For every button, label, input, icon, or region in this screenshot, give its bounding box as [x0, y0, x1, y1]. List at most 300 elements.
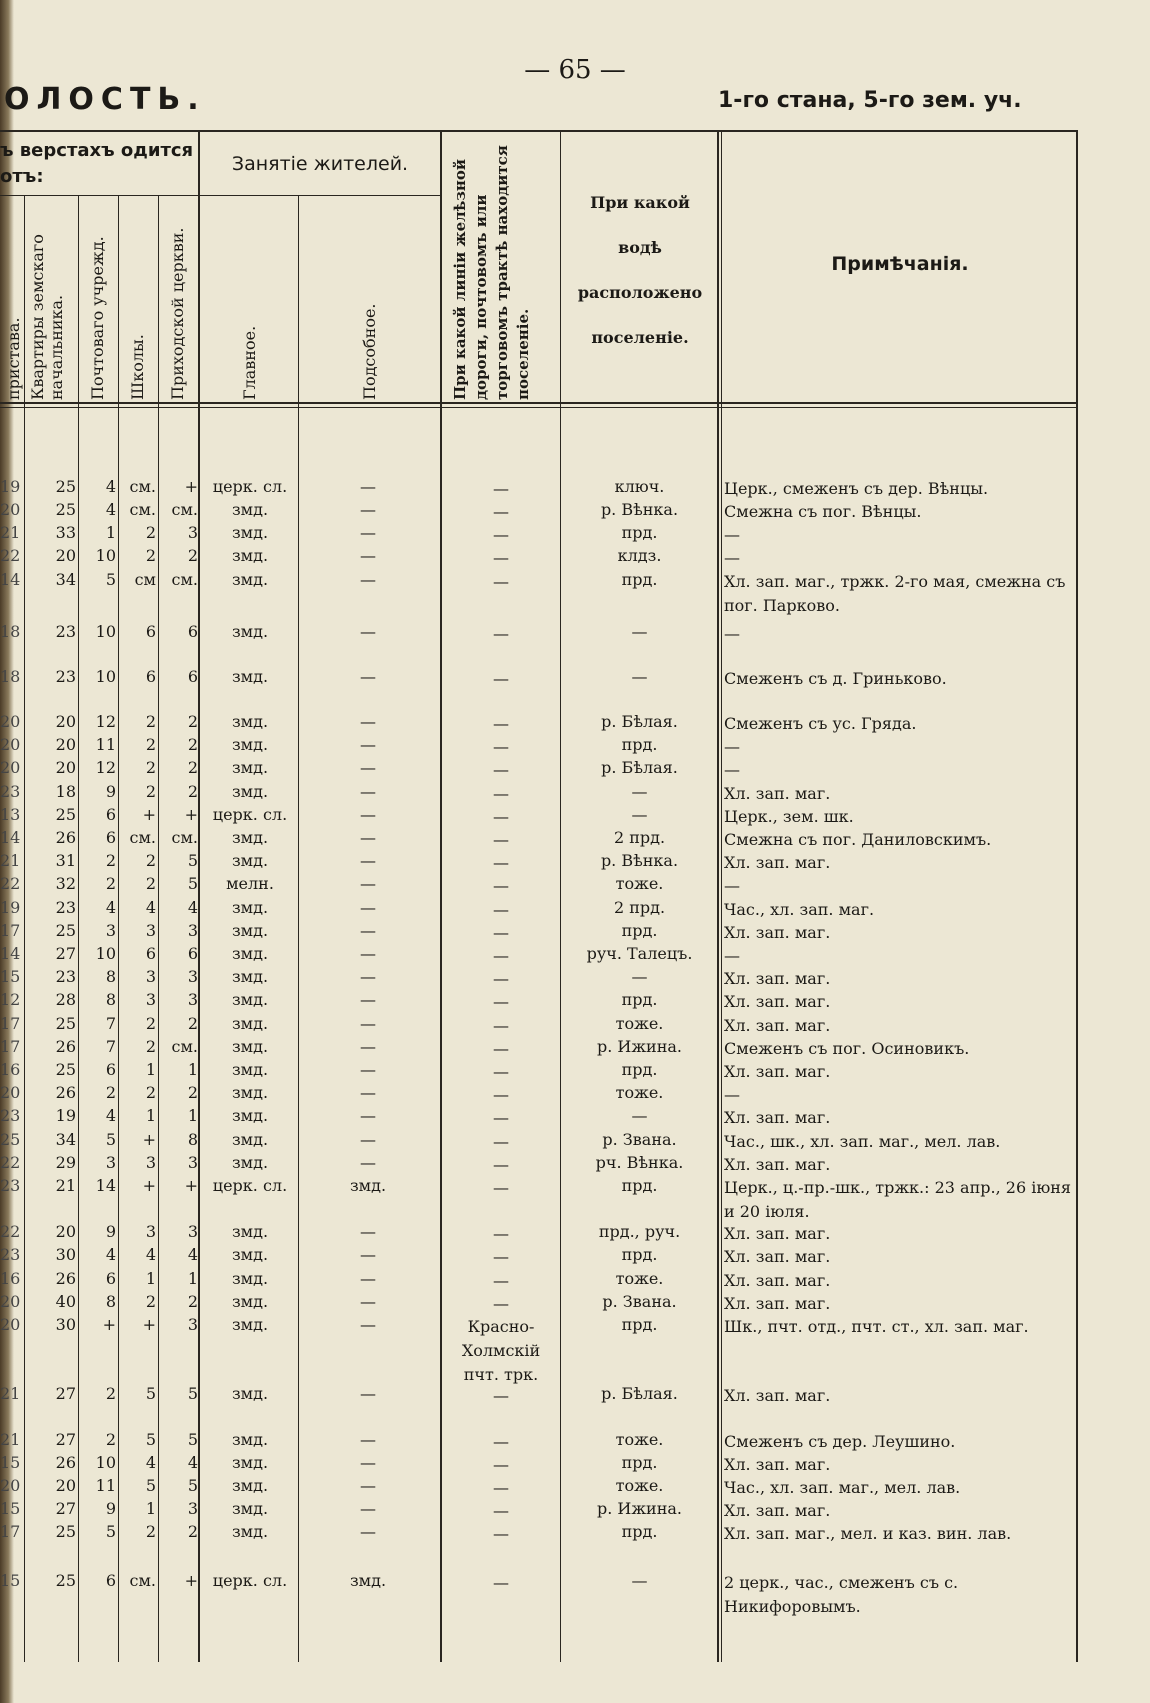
route-cell: — — [493, 830, 509, 849]
route-cell: — — [493, 502, 509, 521]
post-cell: 7 — [105, 1037, 116, 1056]
pristav-cell: 16 — [0, 1060, 21, 1079]
col-rule — [440, 130, 442, 1662]
water-cell: тоже. — [615, 1476, 664, 1495]
water-cell: р. Звана. — [602, 1292, 677, 1311]
main-occupation-cell: змд. — [231, 1476, 269, 1495]
col-rule — [158, 195, 159, 1662]
route-cell: — — [493, 876, 509, 895]
church-cell: 3 — [187, 1315, 198, 1334]
route-cell: — — [493, 548, 509, 567]
pristav-cell: 20 — [0, 1476, 21, 1495]
zemsky-cell: 34 — [55, 1130, 76, 1149]
church-cell: + — [184, 1176, 198, 1195]
school-cell: 4 — [145, 898, 156, 917]
pristav-cell: 17 — [0, 1014, 21, 1033]
post-cell: 3 — [105, 921, 116, 940]
zemsky-cell: 25 — [55, 500, 76, 519]
post-cell: 4 — [105, 1106, 116, 1125]
notes-cell: 2 церк., час., смеженъ съ с. Никифоровымъ. — [724, 1573, 959, 1616]
post-cell: 5 — [105, 570, 116, 589]
route-cell: — — [493, 572, 509, 591]
water-cell: прд. — [621, 1060, 658, 1079]
route-cell: — — [493, 807, 509, 826]
secondary-occupation-cell: — — [360, 1476, 376, 1495]
zemsky-cell: 25 — [55, 1571, 76, 1590]
col-rule — [1076, 130, 1078, 1662]
water-cell: тоже. — [615, 1269, 664, 1288]
notes-cell: Смежна съ пог. Вѣнцы. — [724, 502, 922, 521]
water-cell: прд. — [621, 735, 658, 754]
post-cell: 14 — [95, 1176, 116, 1195]
zemsky-cell: 25 — [55, 805, 76, 824]
zemsky-cell: 18 — [55, 782, 76, 801]
main-occupation-cell: змд. — [231, 828, 269, 847]
main-occupation-cell: змд. — [231, 1222, 269, 1241]
stan-heading: 1-го стана, 5-го зем. уч. — [718, 88, 1022, 113]
notes-cell: Хл. зап. маг. — [724, 1224, 831, 1243]
route-cell: — — [493, 1455, 509, 1474]
secondary-occupation-cell: — — [360, 1499, 376, 1518]
post-cell: 1 — [105, 523, 116, 542]
water-cell: прд. — [621, 570, 658, 589]
notes-cell: Хл. зап. маг. — [724, 784, 831, 803]
school-cell: 3 — [145, 967, 156, 986]
main-occupation-cell: змд. — [231, 523, 269, 542]
post-cell: 8 — [105, 990, 116, 1009]
zemsky-cell: 26 — [55, 1037, 76, 1056]
col-header-church: Приходской церкви. — [168, 227, 187, 400]
col-header-main: Главное. — [240, 325, 259, 400]
main-occupation-cell: змд. — [231, 500, 269, 519]
zemsky-cell: 25 — [55, 1014, 76, 1033]
main-occupation-cell: змд. — [231, 944, 269, 963]
water-cell: руч. Талецъ. — [586, 944, 693, 963]
route-cell: — — [493, 1039, 509, 1058]
post-cell: 10 — [95, 944, 116, 963]
post-cell: 10 — [95, 1453, 116, 1472]
school-cell: + — [142, 1130, 156, 1149]
secondary-occupation-cell: — — [360, 477, 376, 496]
main-occupation-cell: змд. — [231, 1245, 269, 1264]
water-cell: — — [631, 622, 648, 641]
water-cell: р. Бѣлая. — [601, 712, 678, 731]
water-cell: р. Вѣнка. — [600, 500, 679, 519]
zemsky-cell: 19 — [55, 1106, 76, 1125]
pristav-cell: 15 — [0, 1571, 21, 1590]
main-occupation-cell: змд. — [231, 990, 269, 1009]
post-cell: 6 — [105, 805, 116, 824]
secondary-occupation-cell: — — [360, 1315, 376, 1334]
secondary-occupation-cell: — — [360, 874, 376, 893]
pristav-cell: 22 — [0, 1222, 21, 1241]
secondary-occupation-cell: — — [360, 735, 376, 754]
main-occupation-cell: мелн. — [226, 874, 274, 893]
route-cell: — — [493, 1085, 509, 1104]
zemsky-cell: 30 — [55, 1245, 76, 1264]
notes-cell: Хл. зап. маг. — [724, 1155, 831, 1174]
secondary-occupation-cell: — — [360, 500, 376, 519]
route-cell: — — [493, 900, 509, 919]
school-cell: 2 — [145, 874, 156, 893]
secondary-occupation-cell: — — [360, 1130, 376, 1149]
col-rule — [198, 130, 200, 1662]
main-occupation-cell: змд. — [231, 1292, 269, 1311]
main-occupation-cell: змд. — [231, 921, 269, 940]
pristav-cell: 20 — [0, 1315, 21, 1334]
pristav-cell: 17 — [0, 1037, 21, 1056]
main-occupation-cell: змд. — [231, 712, 269, 731]
pristav-cell: 23 — [0, 1176, 21, 1195]
school-cell: 1 — [145, 1269, 156, 1288]
notes-cell: — — [724, 624, 740, 643]
pristav-cell: 22 — [0, 874, 21, 893]
post-cell: 10 — [95, 667, 116, 686]
occupation-group-header: Занятіе жителей. — [231, 153, 409, 175]
main-occupation-cell: змд. — [231, 1269, 269, 1288]
notes-cell: — — [724, 1085, 740, 1104]
church-cell: 5 — [187, 1384, 198, 1403]
school-cell: 3 — [145, 921, 156, 940]
route-cell: — — [493, 479, 509, 498]
notes-cell: Хл. зап. маг. — [724, 1016, 831, 1035]
pristav-cell: 19 — [0, 898, 21, 917]
pristav-cell: 20 — [0, 500, 21, 519]
church-cell: см. — [171, 1037, 198, 1056]
main-occupation-cell: змд. — [231, 570, 269, 589]
school-cell: 2 — [145, 1292, 156, 1311]
water-cell: ключ. — [614, 477, 665, 496]
church-cell: 3 — [187, 990, 198, 1009]
notes-cell: Хл. зап. маг. — [724, 1108, 831, 1127]
secondary-occupation-cell: — — [360, 990, 376, 1009]
zemsky-cell: 29 — [55, 1153, 76, 1172]
secondary-occupation-cell: — — [360, 1083, 376, 1102]
notes-cell: Смеженъ съ д. Гриньково. — [724, 669, 947, 688]
water-cell: тоже. — [615, 1014, 664, 1033]
pristav-cell: 17 — [0, 921, 21, 940]
pristav-cell: 15 — [0, 1499, 21, 1518]
route-cell: — — [493, 1386, 509, 1405]
pristav-cell: 23 — [0, 782, 21, 801]
water-cell: рч. Вѣнка. — [595, 1153, 684, 1172]
school-cell: 2 — [145, 851, 156, 870]
main-occupation-cell: церк. сл. — [212, 1571, 288, 1590]
secondary-occupation-cell: — — [360, 1453, 376, 1472]
col-header-railway: При какой линіи желѣзной дороги, почтовомъ или торговомъ трактѣ находится поселеніе. — [451, 145, 532, 400]
col-rule — [78, 195, 79, 1662]
post-cell: 5 — [105, 1130, 116, 1149]
main-occupation-cell: змд. — [231, 1453, 269, 1472]
church-cell: 8 — [187, 1130, 198, 1149]
zemsky-cell: 26 — [55, 828, 76, 847]
post-cell: 6 — [105, 1571, 116, 1590]
church-cell: см. — [171, 828, 198, 847]
route-cell: — — [493, 1524, 509, 1543]
pristav-cell: 12 — [0, 990, 21, 1009]
route-cell: — — [493, 669, 509, 688]
water-cell: р. Ижина. — [596, 1037, 683, 1056]
route-cell: — — [493, 1224, 509, 1243]
church-cell: 3 — [187, 1499, 198, 1518]
water-cell: — — [631, 1106, 648, 1125]
page-number: — 65 — — [524, 55, 626, 85]
secondary-occupation-cell: — — [360, 1522, 376, 1541]
zemsky-cell: 20 — [55, 712, 76, 731]
secondary-occupation-cell: — — [360, 851, 376, 870]
notes-cell: — — [724, 737, 740, 756]
notes-cell: Хл. зап. маг. — [724, 1501, 831, 1520]
zemsky-cell: 26 — [55, 1269, 76, 1288]
secondary-occupation-cell: — — [360, 944, 376, 963]
zemsky-cell: 23 — [55, 667, 76, 686]
secondary-occupation-cell: змд. — [349, 1176, 387, 1195]
church-cell: 3 — [187, 921, 198, 940]
pristav-cell: 20 — [0, 712, 21, 731]
secondary-occupation-cell: змд. — [349, 1571, 387, 1590]
notes-cell: Церк., зем. шк. — [724, 807, 854, 826]
church-cell: 6 — [187, 667, 198, 686]
water-cell: — — [631, 667, 648, 686]
pristav-cell: 21 — [0, 1384, 21, 1403]
secondary-occupation-cell: — — [360, 1292, 376, 1311]
church-cell: 5 — [187, 1476, 198, 1495]
notes-cell: Хл. зап. маг., мел. и каз. вин. лав. — [724, 1524, 1012, 1543]
notes-cell: Церк., ц.-пр.-шк., тржк.: 23 апр., 26 іюня и 20 іюля. — [724, 1178, 1072, 1221]
church-cell: 6 — [187, 622, 198, 641]
school-cell: 2 — [145, 1014, 156, 1033]
church-cell: 1 — [187, 1060, 198, 1079]
church-cell: 4 — [187, 1453, 198, 1472]
occupation-group-rule — [200, 195, 440, 196]
pristav-cell: 23 — [0, 1106, 21, 1125]
col-rule — [118, 195, 119, 1662]
church-cell: 1 — [187, 1269, 198, 1288]
notes-cell: — — [724, 946, 740, 965]
secondary-occupation-cell: — — [360, 1222, 376, 1241]
pristav-cell: 18 — [0, 622, 21, 641]
notes-cell: — — [724, 760, 740, 779]
school-cell: 3 — [145, 990, 156, 1009]
col-rule — [560, 130, 561, 1662]
post-cell: 8 — [105, 1292, 116, 1311]
zemsky-cell: 25 — [55, 1060, 76, 1079]
distance-group-header: ъ верстахъ одится отъ: — [0, 140, 194, 187]
pristav-cell: 20 — [0, 735, 21, 754]
notes-cell: Хл. зап. маг. — [724, 853, 831, 872]
col-rule — [298, 195, 299, 1662]
zemsky-cell: 20 — [55, 1222, 76, 1241]
secondary-occupation-cell: — — [360, 1037, 376, 1056]
post-cell: 10 — [95, 546, 116, 565]
notes-cell: — — [724, 876, 740, 895]
col-rule — [717, 130, 719, 1662]
water-cell: прд. — [621, 1315, 658, 1334]
col-rule — [721, 130, 722, 1662]
zemsky-cell: 26 — [55, 1083, 76, 1102]
school-cell: см. — [129, 828, 156, 847]
church-cell: см. — [171, 500, 198, 519]
zemsky-cell: 27 — [55, 1430, 76, 1449]
secondary-occupation-cell: — — [360, 782, 376, 801]
post-cell: 4 — [105, 898, 116, 917]
post-cell: 2 — [105, 1430, 116, 1449]
pristav-cell: 23 — [0, 1245, 21, 1264]
table-top-rule — [0, 130, 1078, 132]
school-cell: + — [142, 1315, 156, 1334]
route-cell: Красно-Холмскій пчт. трк. — [461, 1317, 541, 1384]
school-cell: 2 — [145, 1083, 156, 1102]
main-occupation-cell: змд. — [231, 898, 269, 917]
zemsky-cell: 27 — [55, 1499, 76, 1518]
notes-cell: Хл. зап. маг. — [724, 969, 831, 988]
school-cell: см. — [129, 500, 156, 519]
post-cell: 11 — [95, 735, 116, 754]
church-cell: 2 — [187, 1292, 198, 1311]
school-cell: 2 — [145, 1522, 156, 1541]
secondary-occupation-cell: — — [360, 1060, 376, 1079]
school-cell: 2 — [145, 712, 156, 731]
water-cell: — — [631, 967, 648, 986]
zemsky-cell: 21 — [55, 1176, 76, 1195]
pristav-cell: 20 — [0, 1083, 21, 1102]
water-cell: р. Звана. — [602, 1130, 677, 1149]
zemsky-cell: 20 — [55, 758, 76, 777]
school-cell: 2 — [145, 735, 156, 754]
main-occupation-cell: церк. сл. — [212, 1176, 288, 1195]
route-cell: — — [493, 853, 509, 872]
notes-cell: Хл. зап. маг. — [724, 1386, 831, 1405]
notes-cell: Хл. зап. маг. — [724, 1062, 831, 1081]
pristav-cell: 15 — [0, 967, 21, 986]
pristav-cell: 22 — [0, 1153, 21, 1172]
notes-cell: Смеженъ съ пог. Осиновикъ. — [724, 1039, 970, 1058]
church-cell: 2 — [187, 735, 198, 754]
school-cell: см — [134, 570, 156, 589]
school-cell: 2 — [145, 546, 156, 565]
pristav-cell: 21 — [0, 1430, 21, 1449]
water-cell: клдз. — [617, 546, 662, 565]
route-cell: — — [493, 1132, 509, 1151]
post-cell: 9 — [105, 1499, 116, 1518]
pristav-cell: 25 — [0, 1130, 21, 1149]
zemsky-cell: 23 — [55, 898, 76, 917]
water-cell: р. Бѣлая. — [601, 1384, 678, 1403]
col-header-zemsky: Квартиры земскаго начальника. — [28, 234, 66, 400]
zemsky-cell: 33 — [55, 523, 76, 542]
church-cell: 4 — [187, 1245, 198, 1264]
route-cell: — — [493, 784, 509, 803]
notes-cell: Хл. зап. маг. — [724, 1247, 831, 1266]
water-cell: 2 прд. — [613, 828, 666, 847]
school-cell: + — [142, 1176, 156, 1195]
school-cell: 5 — [145, 1384, 156, 1403]
notes-cell: Смеженъ съ ус. Гряда. — [724, 714, 917, 733]
pristav-cell: 17 — [0, 1522, 21, 1541]
col-header-post: Почтоваго учрежд. — [88, 236, 107, 400]
post-cell: 4 — [105, 500, 116, 519]
post-cell: 11 — [95, 1476, 116, 1495]
school-cell: 3 — [145, 1153, 156, 1172]
church-cell: + — [184, 1571, 198, 1590]
water-cell: прд. — [621, 1522, 658, 1541]
zemsky-cell: 20 — [55, 1476, 76, 1495]
church-cell: 2 — [187, 1014, 198, 1033]
pristav-cell: 15 — [0, 1453, 21, 1472]
notes-cell: Хл. зап. маг., тржк. 2-го мая, смежна съ пог. Парково. — [724, 572, 1066, 615]
secondary-occupation-cell: — — [360, 1430, 376, 1449]
zemsky-cell: 25 — [55, 921, 76, 940]
pristav-cell: 20 — [0, 758, 21, 777]
col-header-water: При какой водѣ расположено поселеніе. — [577, 193, 703, 347]
secondary-occupation-cell: — — [360, 758, 376, 777]
water-cell: прд. — [621, 1245, 658, 1264]
pristav-cell: 20 — [0, 1292, 21, 1311]
main-occupation-cell: змд. — [231, 1130, 269, 1149]
main-occupation-cell: змд. — [231, 667, 269, 686]
route-cell: — — [493, 992, 509, 1011]
church-cell: 3 — [187, 967, 198, 986]
church-cell: 5 — [187, 1430, 198, 1449]
water-cell: — — [631, 1571, 648, 1590]
church-cell: 6 — [187, 944, 198, 963]
school-cell: 6 — [145, 622, 156, 641]
route-cell: — — [493, 525, 509, 544]
notes-cell: Хл. зап. маг. — [724, 1455, 831, 1474]
settlement-table — [0, 130, 1078, 1662]
zemsky-cell: 23 — [55, 967, 76, 986]
water-cell: тоже. — [615, 1430, 664, 1449]
pristav-cell: 14 — [0, 570, 21, 589]
zemsky-cell: 20 — [55, 546, 76, 565]
school-cell: 1 — [145, 1106, 156, 1125]
post-cell: 7 — [105, 1014, 116, 1033]
notes-cell: Хл. зап. маг. — [724, 923, 831, 942]
school-cell: 6 — [145, 667, 156, 686]
post-cell: 10 — [95, 622, 116, 641]
pristav-cell: 21 — [0, 851, 21, 870]
zemsky-cell: 26 — [55, 1453, 76, 1472]
church-cell: 2 — [187, 712, 198, 731]
secondary-occupation-cell: — — [360, 622, 376, 641]
water-cell: прд. — [621, 921, 658, 940]
water-cell: — — [631, 805, 648, 824]
main-occupation-cell: церк. сл. — [212, 477, 288, 496]
post-cell: 2 — [105, 874, 116, 893]
secondary-occupation-cell: — — [360, 1245, 376, 1264]
school-cell: + — [142, 805, 156, 824]
route-cell: — — [493, 624, 509, 643]
route-cell: — — [493, 1108, 509, 1127]
main-occupation-cell: змд. — [231, 782, 269, 801]
notes-cell: Хл. зап. маг. — [724, 1294, 831, 1313]
zemsky-cell: 25 — [55, 1522, 76, 1541]
route-cell: — — [493, 737, 509, 756]
notes-cell: Хл. зап. маг. — [724, 992, 831, 1011]
post-cell: 6 — [105, 1269, 116, 1288]
zemsky-cell: 23 — [55, 622, 76, 641]
church-cell: 3 — [187, 523, 198, 542]
post-cell: 6 — [105, 828, 116, 847]
zemsky-cell: 27 — [55, 1384, 76, 1403]
church-cell: 2 — [187, 1083, 198, 1102]
school-cell: 4 — [145, 1245, 156, 1264]
water-cell: р. Вѣнка. — [600, 851, 679, 870]
route-cell: — — [493, 1501, 509, 1520]
secondary-occupation-cell: — — [360, 1269, 376, 1288]
main-occupation-cell: змд. — [231, 1153, 269, 1172]
route-cell: — — [493, 714, 509, 733]
